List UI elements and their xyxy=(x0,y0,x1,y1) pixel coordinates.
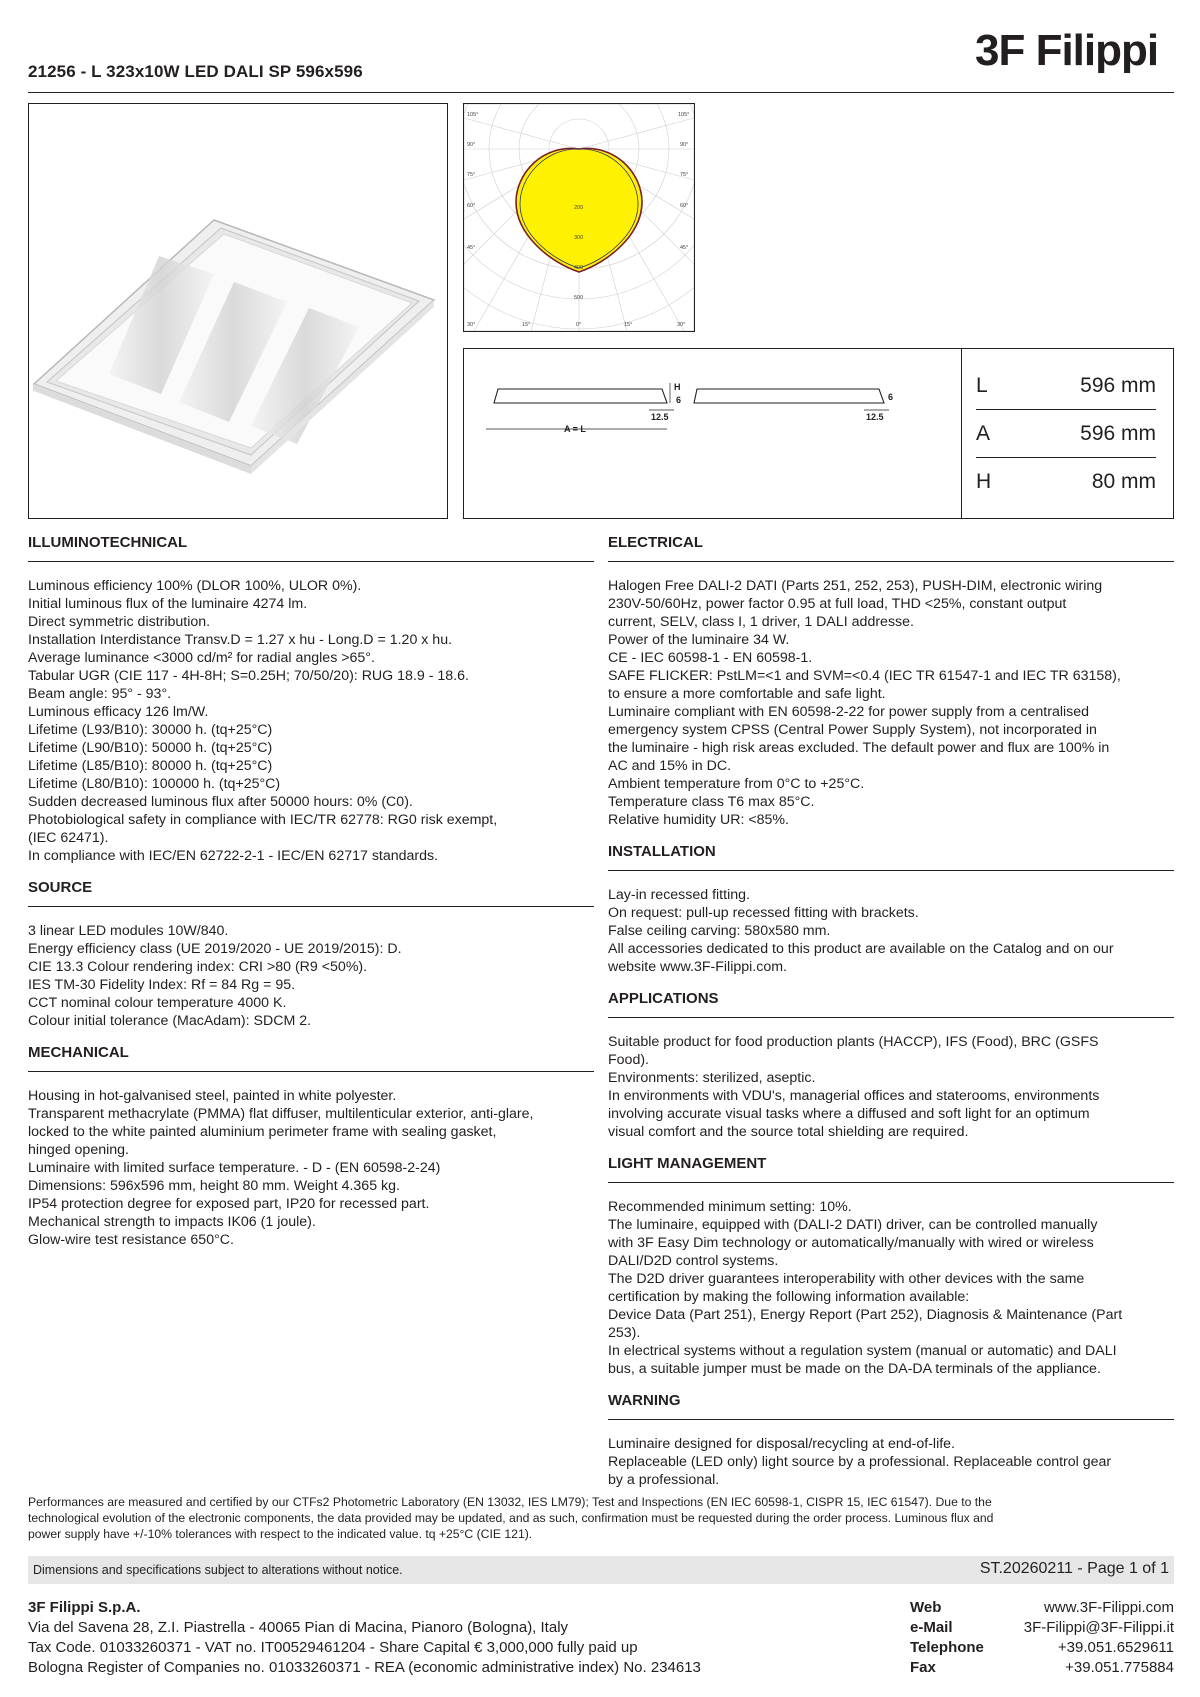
spec-line: DALI/D2D control systems. xyxy=(608,1253,779,1269)
section-rule xyxy=(608,561,1174,562)
dimension-row-h: H 80 mm xyxy=(976,470,1156,493)
spec-line: Transparent methacrylate (PMMA) flat diffuser, multilenticular exterior, anti-glare, xyxy=(28,1106,534,1122)
spec-section xyxy=(608,1392,1174,1489)
notice-text: Dimensions and specifications subject to alterations without notice. xyxy=(33,1563,403,1577)
section-heading: SOURCE xyxy=(28,879,93,896)
spec-line: Mechanical strength to impacts IK06 (1 joule). xyxy=(28,1214,316,1230)
svg-text:A = L: A = L xyxy=(564,424,586,434)
performance-footnote xyxy=(28,1494,1174,1542)
spec-line: Initial luminous flux of the luminaire 4274 lm. xyxy=(28,596,308,612)
spec-line: 253). xyxy=(608,1325,641,1341)
spec-section xyxy=(608,843,1174,976)
section-heading: MECHANICAL xyxy=(28,1044,129,1061)
spec-line: IP54 protection degree for exposed part, IP20 for recessed part. xyxy=(28,1196,430,1212)
svg-text:30°: 30° xyxy=(467,322,476,328)
svg-text:300: 300 xyxy=(574,235,584,241)
svg-text:6: 6 xyxy=(888,392,894,402)
section-heading: WARNING xyxy=(608,1392,681,1409)
spec-line: In compliance with IEC/EN 62722-2-1 - IEC/EN 62717 standards. xyxy=(28,848,439,864)
section-rule xyxy=(28,1071,594,1072)
spec-line: Colour initial tolerance (MacAdam): SDCM 2. xyxy=(28,1013,312,1029)
spec-line: In electrical systems without a regulation system (manual or automatic) and DALI xyxy=(608,1343,1117,1359)
svg-text:60°: 60° xyxy=(467,203,476,209)
svg-text:90°: 90° xyxy=(467,142,476,148)
spec-line: Luminaire designed for disposal/recycling at end-of-life. xyxy=(608,1436,955,1452)
spec-line: CCT nominal colour temperature 4000 K. xyxy=(28,995,287,1011)
section-heading: LIGHT MANAGEMENT xyxy=(608,1155,767,1172)
header-divider xyxy=(28,92,1174,93)
spec-line: emergency system CPSS (Central Power Supply System), not incorporated in xyxy=(608,722,1097,738)
contact-fax: Fax +39.051.775884 xyxy=(910,1659,1174,1676)
spec-line: the luminaire - high risk areas excluded. The default power and flux are 100% in xyxy=(608,740,1110,756)
svg-text:6: 6 xyxy=(676,395,682,405)
contact-info xyxy=(910,1598,1174,1678)
spec-section xyxy=(608,1155,1174,1378)
spec-line: to ensure a more comfortable and safe light. xyxy=(608,686,886,702)
company-tax: Tax Code. 01033260371 - VAT no. IT00529461204 - Share Capital € 3,000,000 fully paid up xyxy=(28,1639,638,1656)
svg-text:30°: 30° xyxy=(677,322,686,328)
spec-line: with 3F Easy Dim technology or automatically/manually with wired or wireless xyxy=(608,1235,1094,1251)
spec-section xyxy=(28,1044,594,1249)
svg-text:60°: 60° xyxy=(680,203,689,209)
spec-line: SAFE FLICKER: PstLM=<1 and SVM=<0.4 (IEC TR 61547-1 and IEC TR 63158), xyxy=(608,668,1121,684)
spec-line: Luminous efficacy 126 lm/W. xyxy=(28,704,209,720)
spec-line: Lifetime (L90/B10): 50000 h. (tq+25°C) xyxy=(28,740,273,756)
right-spec-column xyxy=(608,534,1174,1503)
spec-line: Recommended minimum setting: 10%. xyxy=(608,1199,852,1215)
spec-section xyxy=(28,879,594,1030)
svg-text:75°: 75° xyxy=(467,172,476,178)
spec-line: 230V-50/60Hz, power factor 0.95 at full load, THD <25%, constant output xyxy=(608,596,1067,612)
company-info xyxy=(28,1598,701,1678)
footnote-line: Performances are measured and certified by our CTFs2 Photometric Laboratory (EN 13032, IES LM79); Test and Inspections (EN IEC 60598-1, CISPR 15, IEC 61547). Due to the xyxy=(28,1495,992,1509)
svg-text:15°: 15° xyxy=(624,322,633,328)
spec-section xyxy=(608,990,1174,1141)
product-image-frame xyxy=(28,103,448,519)
spec-line: IES TM-30 Fidelity Index: Rf = 84 Rg = 95. xyxy=(28,977,296,993)
section-rule xyxy=(28,561,594,562)
spec-line: website www.3F-Filippi.com. xyxy=(608,959,787,975)
section-heading: INSTALLATION xyxy=(608,843,716,860)
section-rule xyxy=(28,906,594,907)
spec-line: hinged opening. xyxy=(28,1142,129,1158)
section-rule xyxy=(608,1182,1174,1183)
company-register: Bologna Register of Companies no. 01033260371 - REA (economic administrative index) No. 234613 xyxy=(28,1659,701,1676)
spec-line: The luminaire, equipped with (DALI-2 DATI) driver, can be controlled manually xyxy=(608,1217,1098,1233)
spec-line: All accessories dedicated to this product are available on the Catalog and on our xyxy=(608,941,1114,957)
spec-line: Relative humidity UR: <85%. xyxy=(608,812,789,828)
spec-line: Suitable product for food production plants (HACCP), IFS (Food), BRC (GSFS xyxy=(608,1034,1099,1050)
svg-text:0°: 0° xyxy=(576,322,582,328)
spec-line: Environments: sterilized, aseptic. xyxy=(608,1070,816,1086)
contact-email[interactable]: e-Mail 3F-Filippi@3F-Filippi.it xyxy=(910,1619,1174,1636)
spec-line: Lifetime (L93/B10): 30000 h. (tq+25°C) xyxy=(28,722,273,738)
section-heading: ELECTRICAL xyxy=(608,534,703,551)
svg-text:45°: 45° xyxy=(467,245,476,251)
product-title: 21256 - L 323x10W LED DALI SP 596x596 xyxy=(28,62,363,81)
spec-line: by a professional. xyxy=(608,1472,720,1488)
svg-text:H: H xyxy=(674,382,681,392)
svg-text:105°: 105° xyxy=(678,112,690,118)
spec-line: Sudden decreased luminous flux after 50000 hours: 0% (C0). xyxy=(28,794,413,810)
spec-line: certification by making the following information available: xyxy=(608,1289,970,1305)
spec-section xyxy=(608,534,1174,829)
spec-line: Installation Interdistance Transv.D = 1.27 x hu - Long.D = 1.20 x hu. xyxy=(28,632,453,648)
spec-line: visual comfort and the source total shielding are required. xyxy=(608,1124,969,1140)
spec-line: CIE 13.3 Colour rendering index: CRI >80 (R9 <50%). xyxy=(28,959,368,975)
section-heading: ILLUMINOTECHNICAL xyxy=(28,534,188,551)
spec-line: Luminous efficiency 100% (DLOR 100%, ULOR 0%). xyxy=(28,578,362,594)
svg-text:45°: 45° xyxy=(680,245,689,251)
section-rule xyxy=(608,870,1174,871)
svg-text:90°: 90° xyxy=(680,142,689,148)
spec-line: Average luminance <3000 cd/m² for radial angles >65°. xyxy=(28,650,375,666)
left-spec-column xyxy=(28,534,594,1263)
spec-line: (IEC 62471). xyxy=(28,830,109,846)
document-code: ST.20260211 - Page 1 of 1 xyxy=(979,1560,1169,1577)
spec-line: Power of the luminaire 34 W. xyxy=(608,632,790,648)
spec-line: Ambient temperature from 0°C to +25°C. xyxy=(608,776,865,792)
spec-line: Glow-wire test resistance 650°C. xyxy=(28,1232,234,1248)
company-name: 3F Filippi S.p.A. xyxy=(28,1599,141,1616)
spec-line: Direct symmetric distribution. xyxy=(28,614,211,630)
dimension-drawing xyxy=(464,349,960,518)
spec-line: Luminaire compliant with EN 60598-2-22 for power supply from a centralised xyxy=(608,704,1090,720)
spec-line: Food). xyxy=(608,1052,650,1068)
dimension-row-l: L 596 mm xyxy=(976,374,1156,397)
footnote-line: technological evolution of the electronic components, the data provided may be updated, and as such, confirmation must be requested during the order process. Luminous flux and xyxy=(28,1511,994,1525)
spec-line: locked to the white painted aluminium perimeter frame with sealing gasket, xyxy=(28,1124,497,1140)
svg-text:200: 200 xyxy=(574,205,584,211)
spec-line: 3 linear LED modules 10W/840. xyxy=(28,923,229,939)
spec-line: Halogen Free DALI-2 DATI (Parts 251, 252, 253), PUSH-DIM, electronic wiring xyxy=(608,578,1103,594)
svg-text:3F Filippi: 3F Filippi xyxy=(975,26,1159,73)
svg-text:105°: 105° xyxy=(467,112,479,118)
spec-line: Lifetime (L85/B10): 80000 h. (tq+25°C) xyxy=(28,758,273,774)
svg-text:400: 400 xyxy=(574,265,584,271)
spec-section xyxy=(28,534,594,865)
section-rule xyxy=(608,1419,1174,1420)
dimensions-divider xyxy=(961,349,962,518)
spec-line: On request: pull-up recessed fitting with brackets. xyxy=(608,905,919,921)
spec-line: CE - IEC 60598-1 - EN 60598-1. xyxy=(608,650,813,666)
spec-line: The D2D driver guarantees interoperability with other devices with the same xyxy=(608,1271,1085,1287)
spec-line: Replaceable (LED only) light source by a professional. Replaceable control gear xyxy=(608,1454,1112,1470)
photometric-polar-diagram xyxy=(463,103,695,332)
svg-text:75°: 75° xyxy=(680,172,689,178)
spec-line: Luminaire with limited surface temperature. - D - (EN 60598-2-24) xyxy=(28,1160,441,1176)
spec-line: involving accurate visual tasks where a diffused and soft light for an optimum xyxy=(608,1106,1090,1122)
svg-text:15°: 15° xyxy=(522,322,531,328)
svg-text:12.5: 12.5 xyxy=(651,412,669,422)
spec-line: In environments with VDU's, managerial offices and staterooms, environments xyxy=(608,1088,1100,1104)
notice-bar xyxy=(28,1556,1174,1584)
svg-text:500: 500 xyxy=(574,295,584,301)
spec-line: bus, a suitable jumper must be made on the DA-DA terminals of the appliance. xyxy=(608,1361,1101,1377)
spec-line: Tabular UGR (CIE 117 - 4H-8H; S=0.25H; 70/50/20): RUG 18.9 - 18.6. xyxy=(28,668,469,684)
brand-logo xyxy=(975,25,1175,73)
section-rule xyxy=(608,1017,1174,1018)
contact-telephone: Telephone +39.051.6529611 xyxy=(910,1639,1174,1656)
spec-line: Temperature class T6 max 85°C. xyxy=(608,794,815,810)
spec-line: Lifetime (L80/B10): 100000 h. (tq+25°C) xyxy=(28,776,281,792)
spec-line: Device Data (Part 251), Energy Report (Part 252), Diagnosis & Maintenance (Part xyxy=(608,1307,1123,1323)
spec-line: False ceiling carving: 580x580 mm. xyxy=(608,923,831,939)
spec-line: Lay-in recessed fitting. xyxy=(608,887,750,903)
dimension-row-a: A 596 mm xyxy=(976,422,1156,445)
spec-line: Dimensions: 596x596 mm, height 80 mm. Weight 4.365 kg. xyxy=(28,1178,400,1194)
svg-text:12.5: 12.5 xyxy=(866,412,884,422)
company-address: Via del Savena 28, Z.I. Piastrella - 40065 Pian di Macina, Pianoro (Bologna), Italy xyxy=(28,1619,569,1636)
spec-line: Energy efficiency class (UE 2019/2020 - UE 2019/2015): D. xyxy=(28,941,402,957)
section-heading: APPLICATIONS xyxy=(608,990,719,1007)
spec-line: current, SELV, class I, 1 driver, 1 DALI addresse. xyxy=(608,614,914,630)
luminaire-image xyxy=(29,104,447,518)
contact-web[interactable]: Web www.3F-Filippi.com xyxy=(910,1599,1174,1616)
spec-line: Beam angle: 95° - 93°. xyxy=(28,686,172,702)
spec-line: Housing in hot-galvanised steel, painted in white polyester. xyxy=(28,1088,397,1104)
footnote-line: power supply have +/-10% tolerances with respect to the indicated value. tq +25°C (CIE 121). xyxy=(28,1527,533,1541)
spec-line: Photobiological safety in compliance with IEC/TR 62778: RG0 risk exempt, xyxy=(28,812,498,828)
spec-line: AC and 15% in DC. xyxy=(608,758,732,774)
